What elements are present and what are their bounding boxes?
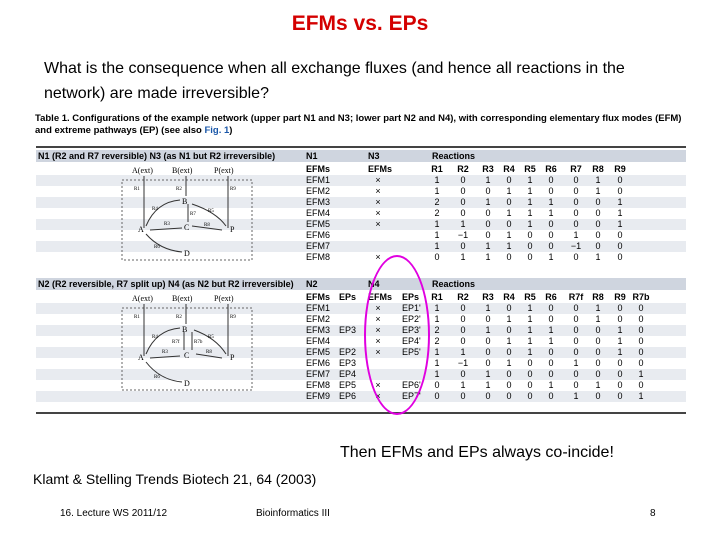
flux-value: 0 (460, 336, 466, 346)
label-r1: R1 (134, 315, 140, 320)
flux-value: 1 (548, 336, 554, 346)
flux-value: 1 (485, 175, 491, 185)
label-r3: R3 (164, 222, 170, 227)
reference-text: Klamt & Stelling Trends Biotech 21, 64 (2003) (33, 471, 317, 487)
flux-value: 1 (617, 208, 623, 218)
label-r8: R8 (206, 350, 212, 355)
col-header-r6: R6 (545, 164, 557, 174)
flux-value: 1 (527, 314, 533, 324)
ep-name-n4: EP1' (402, 303, 421, 313)
flux-value: 1 (573, 391, 579, 401)
flux-value: 0 (460, 391, 466, 401)
flux-value: 0 (548, 314, 554, 324)
col-header-efms-n4: EFMs (368, 292, 393, 302)
flux-value: 0 (617, 175, 623, 185)
flux-value: 0 (573, 314, 579, 324)
node-p: P (230, 225, 235, 234)
flux-value: 1 (638, 369, 644, 379)
caption-text: Table 1. Configurations of the example network (upper part N1 and N3; lower part N2 and N4), with corresponding elementary flux modes (EFM) and extreme pathways (EP) (see also (35, 113, 682, 136)
label-r5: R5 (208, 209, 214, 214)
flux-value: 0 (460, 314, 466, 324)
col-header-r7: R7 (570, 164, 582, 174)
efm-name: EFM1 (306, 175, 331, 185)
label-r6: R6 (154, 245, 160, 250)
flux-value: 0 (595, 358, 601, 368)
diagram-label-p-ext: P(ext) (214, 166, 234, 175)
diagram-label-a-ext: A(ext) (132, 294, 153, 303)
flux-value: 0 (485, 336, 491, 346)
flux-value: 0 (617, 186, 623, 196)
efm-name: EFM3 (306, 325, 331, 335)
efm-name: EFM8 (306, 252, 331, 262)
flux-value: 0 (617, 241, 623, 251)
efm-name: EFM4 (306, 208, 331, 218)
col-header-eps: EPs (339, 292, 357, 302)
flux-value: 1 (595, 380, 601, 390)
flux-value: 1 (460, 380, 466, 390)
flux-value: 1 (548, 380, 554, 390)
efm-table (36, 146, 686, 414)
flux-value: 1 (434, 230, 440, 240)
flux-value: 1 (617, 336, 623, 346)
ep-name: EP2 (339, 347, 357, 357)
flux-value: 0 (595, 230, 601, 240)
flux-value: 1 (527, 175, 533, 185)
flux-value: 0 (638, 314, 644, 324)
label-r4: R4 (152, 207, 158, 212)
ep-name-n4: EP7' (402, 391, 421, 401)
label-r9: R9 (230, 315, 236, 320)
n4-mark: × (375, 380, 381, 390)
flux-value: 1 (460, 252, 466, 262)
node-c: C (184, 351, 190, 360)
upper-header-n3: N3 (368, 151, 380, 161)
col-header-r9: R9 (614, 164, 626, 174)
flux-value: 0 (434, 252, 440, 262)
flux-value: 1 (485, 325, 491, 335)
efm-name: EFM1 (306, 303, 331, 313)
figure-link[interactable]: Fig. 1 (204, 125, 230, 136)
flux-value: 0 (506, 369, 512, 379)
flux-value: 1 (595, 252, 601, 262)
node-b: B (182, 197, 188, 206)
diagram-label-b-ext: B(ext) (172, 294, 193, 303)
diagram-label-a-ext: A(ext) (132, 166, 153, 175)
flux-value: 0 (573, 219, 579, 229)
diagram-boundary (122, 308, 252, 390)
flux-value: 0 (485, 314, 491, 324)
flux-value: 0 (573, 303, 579, 313)
flux-value: −1 (457, 230, 469, 240)
col-header-r3: R3 (482, 292, 494, 302)
flux-value: 0 (527, 369, 533, 379)
flux-value: 1 (527, 303, 533, 313)
label-r7f: R7f (172, 340, 180, 345)
efm-name: EFM2 (306, 186, 331, 196)
label-r3: R3 (162, 350, 168, 355)
flux-value: 0 (460, 369, 466, 379)
flux-value: 2 (434, 325, 440, 335)
flux-value: 1 (595, 314, 601, 324)
flux-value: 0 (506, 325, 512, 335)
highlight-ellipse (364, 255, 430, 415)
efm-name: EFM8 (306, 380, 331, 390)
flux-value: 0 (573, 197, 579, 207)
flux-value: 1 (548, 208, 554, 218)
flux-value: 0 (573, 380, 579, 390)
flux-value: 1 (434, 347, 440, 357)
label-r6: R6 (154, 375, 160, 380)
flux-value: 1 (485, 380, 491, 390)
flux-value: 1 (506, 358, 512, 368)
flux-value: 0 (573, 252, 579, 262)
flux-value: 0 (485, 358, 491, 368)
col-header-r8: R8 (592, 292, 604, 302)
flux-value: 0 (527, 358, 533, 368)
flux-value: −1 (570, 241, 582, 251)
flux-value: 1 (485, 252, 491, 262)
efm-name: EFM4 (306, 336, 331, 346)
flux-value: 1 (506, 186, 512, 196)
label-r7b: R7b (194, 340, 203, 345)
col-header-r7b: R7b (632, 292, 650, 302)
flux-value: 0 (506, 252, 512, 262)
efm-name: EFM5 (306, 219, 331, 229)
efm-name: EFM9 (306, 391, 331, 401)
flux-value: 1 (617, 219, 623, 229)
col-header-r2: R2 (457, 292, 469, 302)
flux-value: 1 (460, 347, 466, 357)
flux-value: 0 (573, 347, 579, 357)
col-header-r1: R1 (431, 292, 443, 302)
flux-value: 0 (506, 347, 512, 357)
flux-value: 0 (573, 369, 579, 379)
flux-value: 0 (595, 208, 601, 218)
n4-mark: × (375, 303, 381, 313)
flux-value: 1 (573, 230, 579, 240)
efm-name: EFM3 (306, 197, 331, 207)
flux-value: 0 (460, 208, 466, 218)
flux-value: 1 (548, 197, 554, 207)
flux-value: 1 (617, 197, 623, 207)
flux-value: 0 (595, 369, 601, 379)
flux-value: 0 (506, 197, 512, 207)
flux-value: 2 (434, 197, 440, 207)
col-header-r9: R9 (614, 292, 626, 302)
flux-value: 0 (460, 325, 466, 335)
col-header-r1: R1 (431, 164, 443, 174)
upper-header-reactions: Reactions (432, 151, 476, 161)
n4-mark: × (375, 391, 381, 401)
flux-value: 0 (638, 336, 644, 346)
arrow-r4 (146, 200, 180, 226)
flux-value: 0 (595, 241, 601, 251)
node-b: B (182, 325, 188, 334)
ep-name-n4: EP4' (402, 336, 421, 346)
label-r4: R4 (152, 335, 158, 340)
col-header-r8: R8 (592, 164, 604, 174)
flux-value: 0 (485, 186, 491, 196)
flux-value: 1 (434, 175, 440, 185)
flux-value: 1 (506, 230, 512, 240)
flux-value: 1 (638, 391, 644, 401)
question-text: What is the consequence when all exchange fluxes (and hence all reactions in the network) are made irreversible? (44, 60, 625, 102)
node-d: D (184, 249, 190, 258)
n3-mark: × (375, 208, 381, 218)
flux-value: 1 (506, 314, 512, 324)
flux-value: 0 (617, 230, 623, 240)
ep-name: EP3 (339, 358, 357, 368)
node-a: A (138, 353, 144, 362)
flux-value: 1 (527, 325, 533, 335)
flux-value: 1 (506, 336, 512, 346)
flux-value: 0 (617, 391, 623, 401)
flux-value: 1 (485, 241, 491, 251)
flux-value: 0 (595, 336, 601, 346)
flux-value: 0 (595, 347, 601, 357)
ep-name-n4: EP5' (402, 347, 421, 357)
ep-name-n4: EP2' (402, 314, 421, 324)
flux-value: 1 (527, 186, 533, 196)
n3-mark: × (375, 197, 381, 207)
ep-name: EP5 (339, 380, 357, 390)
flux-value: 1 (617, 325, 623, 335)
upper-header-left: N1 (R2 and R7 reversible) N3 (as N1 but R2 irreversible) (38, 151, 276, 161)
flux-value: 2 (434, 208, 440, 218)
n3-mark: × (375, 175, 381, 185)
arrow-r6 (146, 362, 182, 382)
diagram-label-p-ext: P(ext) (214, 294, 234, 303)
arrow-r6 (146, 234, 182, 252)
col-header-r4: R4 (503, 292, 515, 302)
flux-value: 0 (548, 391, 554, 401)
node-p: P (230, 353, 235, 362)
efm-name: EFM7 (306, 369, 331, 379)
footer-page-number: 8 (650, 508, 656, 519)
upper-header (36, 150, 686, 162)
flux-value: 0 (617, 303, 623, 313)
ep-name: EP3 (339, 325, 357, 335)
flux-value: 0 (638, 358, 644, 368)
flux-value: 1 (434, 358, 440, 368)
n4-mark: × (375, 347, 381, 357)
network-diagram-n2 (116, 292, 276, 394)
flux-value: 0 (485, 347, 491, 357)
label-r5: R5 (208, 335, 214, 340)
flux-value: 0 (485, 391, 491, 401)
efm-name: EFM5 (306, 347, 331, 357)
flux-value: 0 (460, 175, 466, 185)
flux-value: 0 (548, 230, 554, 240)
lower-header-reactions: Reactions (432, 279, 476, 289)
arrow-r3 (150, 228, 182, 230)
flux-value: 1 (573, 358, 579, 368)
lower-header-n4: N4 (368, 279, 380, 289)
flux-value: 0 (595, 219, 601, 229)
flux-value: 0 (548, 175, 554, 185)
flux-value: 0 (548, 369, 554, 379)
col-header-r7f: R7f (568, 292, 584, 302)
lower-header (36, 278, 686, 290)
lower-header-left: N2 (R2 reversible, R7 split up) N4 (as N2 but R2 irreversible) (38, 279, 294, 289)
flux-value: 0 (434, 391, 440, 401)
n3-mark: × (375, 186, 381, 196)
diagram-label-b-ext: B(ext) (172, 166, 193, 175)
flux-value: 1 (460, 219, 466, 229)
flux-value: 0 (617, 252, 623, 262)
flux-value: 0 (638, 380, 644, 390)
flux-value: 1 (485, 197, 491, 207)
col-header-efms: EFMs (306, 292, 331, 302)
lower-header-n2: N2 (306, 279, 318, 289)
efm-name: EFM2 (306, 314, 331, 324)
flux-value: 0 (548, 347, 554, 357)
flux-value: 1 (506, 208, 512, 218)
flux-value: 0 (506, 303, 512, 313)
flux-value: 0 (638, 347, 644, 357)
flux-value: 1 (548, 325, 554, 335)
flux-value: 1 (527, 336, 533, 346)
flux-value: 1 (434, 314, 440, 324)
footer-lecture: 16. Lecture WS 2011/12 (60, 508, 168, 519)
flux-value: 0 (573, 175, 579, 185)
col-header-r2: R2 (457, 164, 469, 174)
arrow-r3 (150, 356, 180, 358)
flux-value: 0 (460, 303, 466, 313)
flux-value: 0 (548, 186, 554, 196)
flux-value: 0 (506, 219, 512, 229)
upper-header-n1: N1 (306, 151, 318, 161)
col-header-r4: R4 (503, 164, 515, 174)
ep-name-n4: EP3' (402, 325, 421, 335)
flux-value: 1 (595, 186, 601, 196)
flux-value: 1 (595, 175, 601, 185)
flux-value: 0 (617, 380, 623, 390)
efm-name: EFM6 (306, 358, 331, 368)
flux-value: 0 (638, 325, 644, 335)
col-header-r5: R5 (524, 292, 536, 302)
flux-value: 0 (527, 380, 533, 390)
flux-value: 0 (506, 175, 512, 185)
node-d: D (184, 379, 190, 388)
flux-value: 0 (485, 230, 491, 240)
label-r8: R8 (204, 223, 210, 228)
col-header-efms-n3: EFMs (368, 164, 393, 174)
slide-title: EFMs vs. EPs (291, 12, 429, 35)
ep-name-n4: EP6' (402, 380, 421, 390)
label-r1: R1 (134, 187, 140, 192)
flux-value: 0 (638, 303, 644, 313)
col-header-efms: EFMs (306, 164, 331, 174)
label-r2: R2 (176, 315, 182, 320)
flux-value: 1 (617, 347, 623, 357)
flux-value: 2 (434, 336, 440, 346)
flux-value: 0 (573, 336, 579, 346)
node-a: A (138, 225, 144, 234)
flux-value: 0 (485, 219, 491, 229)
n3-mark: × (375, 252, 381, 262)
flux-value: 0 (485, 208, 491, 218)
n3-mark: × (375, 219, 381, 229)
flux-value: 0 (506, 380, 512, 390)
ep-name: EP6 (339, 391, 357, 401)
flux-value: 1 (527, 197, 533, 207)
table-caption (35, 113, 685, 137)
label-r2: R2 (176, 187, 182, 192)
flux-value: 0 (527, 252, 533, 262)
n4-mark: × (375, 314, 381, 324)
flux-value: 0 (434, 380, 440, 390)
caption-end: ) (229, 125, 233, 136)
footer-course: Bioinformatics III (256, 508, 330, 519)
flux-value: 1 (434, 241, 440, 251)
flux-value: 0 (617, 314, 623, 324)
flux-value: 1 (485, 303, 491, 313)
n4-mark: × (375, 325, 381, 335)
flux-value: 1 (434, 369, 440, 379)
ep-name: EP4 (339, 369, 357, 379)
efm-name: EFM6 (306, 230, 331, 240)
flux-value: 0 (548, 219, 554, 229)
col-header-r6: R6 (545, 292, 557, 302)
flux-value: −1 (457, 358, 469, 368)
node-c: C (184, 223, 190, 232)
flux-value: 0 (548, 358, 554, 368)
flux-value: 1 (434, 303, 440, 313)
conclusion-text: Then EFMs and EPs always co-incide! (340, 444, 614, 461)
n4-mark: × (375, 336, 381, 346)
col-header-r3: R3 (482, 164, 494, 174)
label-r7: R7 (190, 212, 196, 217)
flux-value: 1 (527, 219, 533, 229)
flux-value: 0 (527, 230, 533, 240)
flux-value: 0 (527, 241, 533, 251)
flux-value: 0 (460, 186, 466, 196)
col-header-r5: R5 (524, 164, 536, 174)
label-r9: R9 (230, 187, 236, 192)
flux-value: 0 (595, 391, 601, 401)
flux-value: 0 (595, 197, 601, 207)
flux-value: 0 (573, 325, 579, 335)
flux-value: 1 (485, 369, 491, 379)
flux-value: 0 (617, 358, 623, 368)
flux-value: 0 (595, 325, 601, 335)
flux-value: 0 (548, 241, 554, 251)
flux-value: 0 (548, 303, 554, 313)
flux-value: 1 (434, 219, 440, 229)
flux-value: 1 (548, 252, 554, 262)
flux-value: 0 (573, 186, 579, 196)
flux-value: 0 (573, 208, 579, 218)
flux-value: 0 (506, 391, 512, 401)
diagram-boundary (122, 180, 252, 260)
flux-value: 0 (617, 369, 623, 379)
flux-value: 1 (527, 347, 533, 357)
flux-value: 0 (460, 241, 466, 251)
flux-value: 0 (460, 197, 466, 207)
flux-value: 1 (506, 241, 512, 251)
flux-value: 1 (527, 208, 533, 218)
efm-name: EFM7 (306, 241, 331, 251)
flux-value: 1 (434, 186, 440, 196)
flux-value: 0 (527, 391, 533, 401)
network-diagram-n1 (116, 164, 276, 264)
col-header-eps-n4: EPs (402, 292, 420, 302)
flux-value: 1 (595, 303, 601, 313)
